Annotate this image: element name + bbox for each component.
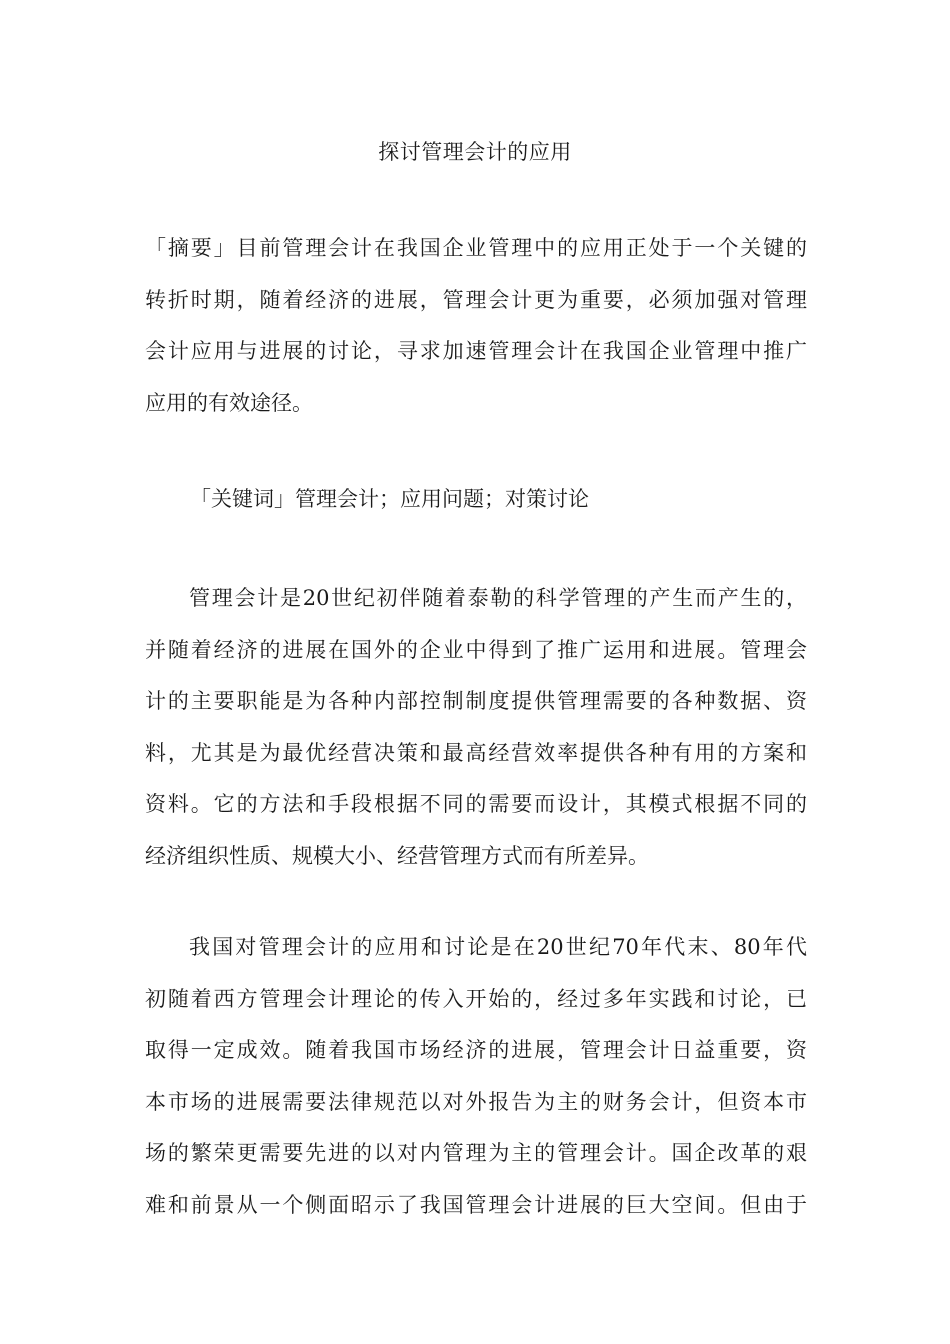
paragraph-line: 初随着西方管理会计理论的传入开始的，经过多年实践和讨论，已 xyxy=(145,986,807,1011)
abstract-line: 「摘要」目前管理会计在我国企业管理中的应用正处于一个关键的 xyxy=(145,236,807,260)
abstract-line: 应用的有效途径。 xyxy=(145,390,313,415)
abstract-line: 转折时期，随着经济的进展，管理会计更为重要，必须加强对管理 xyxy=(145,287,807,312)
keywords-paragraph xyxy=(190,474,807,526)
paragraph-line: 场的繁荣更需要先进的以对内管理为主的管理会计。国企改革的艰 xyxy=(145,1141,807,1165)
paragraph-line: 并随着经济的进展在国外的企业中得到了推广运用和进展。管理会 xyxy=(145,637,807,662)
document-title: 探讨管理会计的应用 xyxy=(378,140,572,164)
paragraph-line: 料，尤其是为最优经营决策和最高经营效率提供各种有用的方案和 xyxy=(145,740,807,765)
paragraph-line: 取得一定成效。随着我国市场经济的进展，管理会计日益重要，资 xyxy=(145,1038,807,1062)
paragraph-line: 我国对管理会计的应用和讨论是在20世纪70年代末、80年代 xyxy=(189,935,807,959)
abstract-line: 会计应用与进展的讨论，寻求加速管理会计在我国企业管理中推广 xyxy=(145,339,807,363)
body-paragraph-1 xyxy=(145,573,807,882)
paragraph-line: 本市场的进展需要法律规范以对外报告为主的财务会计，但资本市 xyxy=(145,1089,807,1114)
body-paragraph-2 xyxy=(145,922,807,1231)
paragraph-line: 计的主要职能是为各种内部控制制度提供管理需要的各种数据、资 xyxy=(145,689,807,713)
abstract-paragraph xyxy=(145,223,807,429)
paragraph-line: 经济组织性质、规模大小、经营管理方式而有所差异。 xyxy=(145,843,649,868)
paragraph-line: 难和前景从一个侧面昭示了我国管理会计进展的巨大空间。但由于 xyxy=(145,1192,807,1217)
keywords-line: 「关键词」管理会计；应用问题；对策讨论 xyxy=(190,487,589,511)
paragraph-line: 管理会计是20世纪初伴随着泰勒的科学管理的产生而产生的， xyxy=(189,586,807,610)
paragraph-line: 资料。它的方法和手段根据不同的需要而设计，其模式根据不同的 xyxy=(145,792,807,816)
